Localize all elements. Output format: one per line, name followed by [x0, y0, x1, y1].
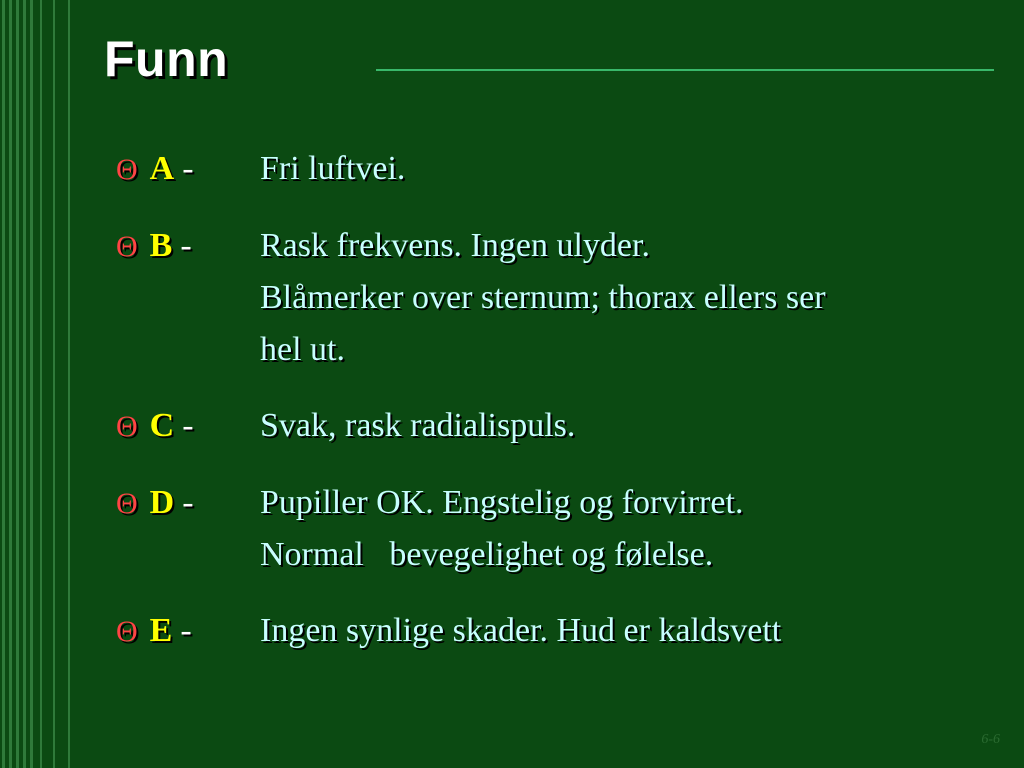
item-letter: E — [149, 612, 173, 649]
item-marker — [116, 220, 260, 273]
item-text — [260, 143, 405, 195]
item-marker — [116, 400, 260, 453]
item-marker — [116, 477, 260, 530]
item-dash: - — [180, 612, 192, 649]
item-marker — [116, 143, 260, 196]
item-dash: - — [182, 150, 194, 187]
item-letter: C — [149, 407, 175, 444]
item-dash: - — [182, 407, 194, 444]
list-item — [116, 400, 996, 453]
stripe — [53, 0, 55, 768]
item-text — [260, 477, 743, 581]
item-text — [260, 220, 826, 376]
theta-bullet-icon: Θ — [116, 410, 138, 443]
item-line: Ingen synlige skader. Hud er kaldsvett — [260, 612, 782, 649]
stripe — [9, 0, 12, 768]
list-item — [116, 143, 996, 196]
list-item — [116, 220, 996, 376]
theta-bullet-icon: Θ — [116, 230, 138, 263]
slide-title: Funn — [104, 31, 229, 87]
item-letter: D — [149, 484, 175, 521]
item-line: Blåmerker over sternum; thorax ellers ser — [260, 279, 826, 316]
stripe — [30, 0, 33, 768]
theta-bullet-icon: Θ — [116, 153, 138, 186]
item-dash: - — [182, 484, 194, 521]
slide-number: 6-6 — [981, 732, 1000, 747]
stripe — [23, 0, 26, 768]
stripe — [40, 0, 42, 768]
stripe — [68, 0, 70, 768]
item-letter: A — [149, 150, 175, 187]
item-letter: B — [149, 227, 173, 264]
item-line: Svak, rask radialispuls. — [260, 407, 576, 444]
item-line: Normal bevegelighet og følelse. — [260, 536, 714, 573]
item-text — [260, 605, 781, 657]
decorative-stripes — [0, 0, 72, 768]
item-line: Rask frekvens. Ingen ulyder. — [260, 227, 650, 264]
item-line: Pupiller OK. Engstelig og forvirret. — [260, 484, 744, 521]
list-item — [116, 605, 996, 658]
item-dash: - — [180, 227, 192, 264]
theta-bullet-icon: Θ — [116, 615, 138, 648]
item-line: Fri luftvei. — [260, 150, 406, 187]
theta-bullet-icon: Θ — [116, 487, 138, 520]
title-underline — [376, 69, 994, 71]
item-text — [260, 400, 575, 452]
findings-list — [116, 143, 996, 682]
list-item — [116, 477, 996, 581]
stripe — [2, 0, 5, 768]
stripe — [16, 0, 19, 768]
item-line: hel ut. — [260, 331, 345, 368]
item-marker — [116, 605, 260, 658]
